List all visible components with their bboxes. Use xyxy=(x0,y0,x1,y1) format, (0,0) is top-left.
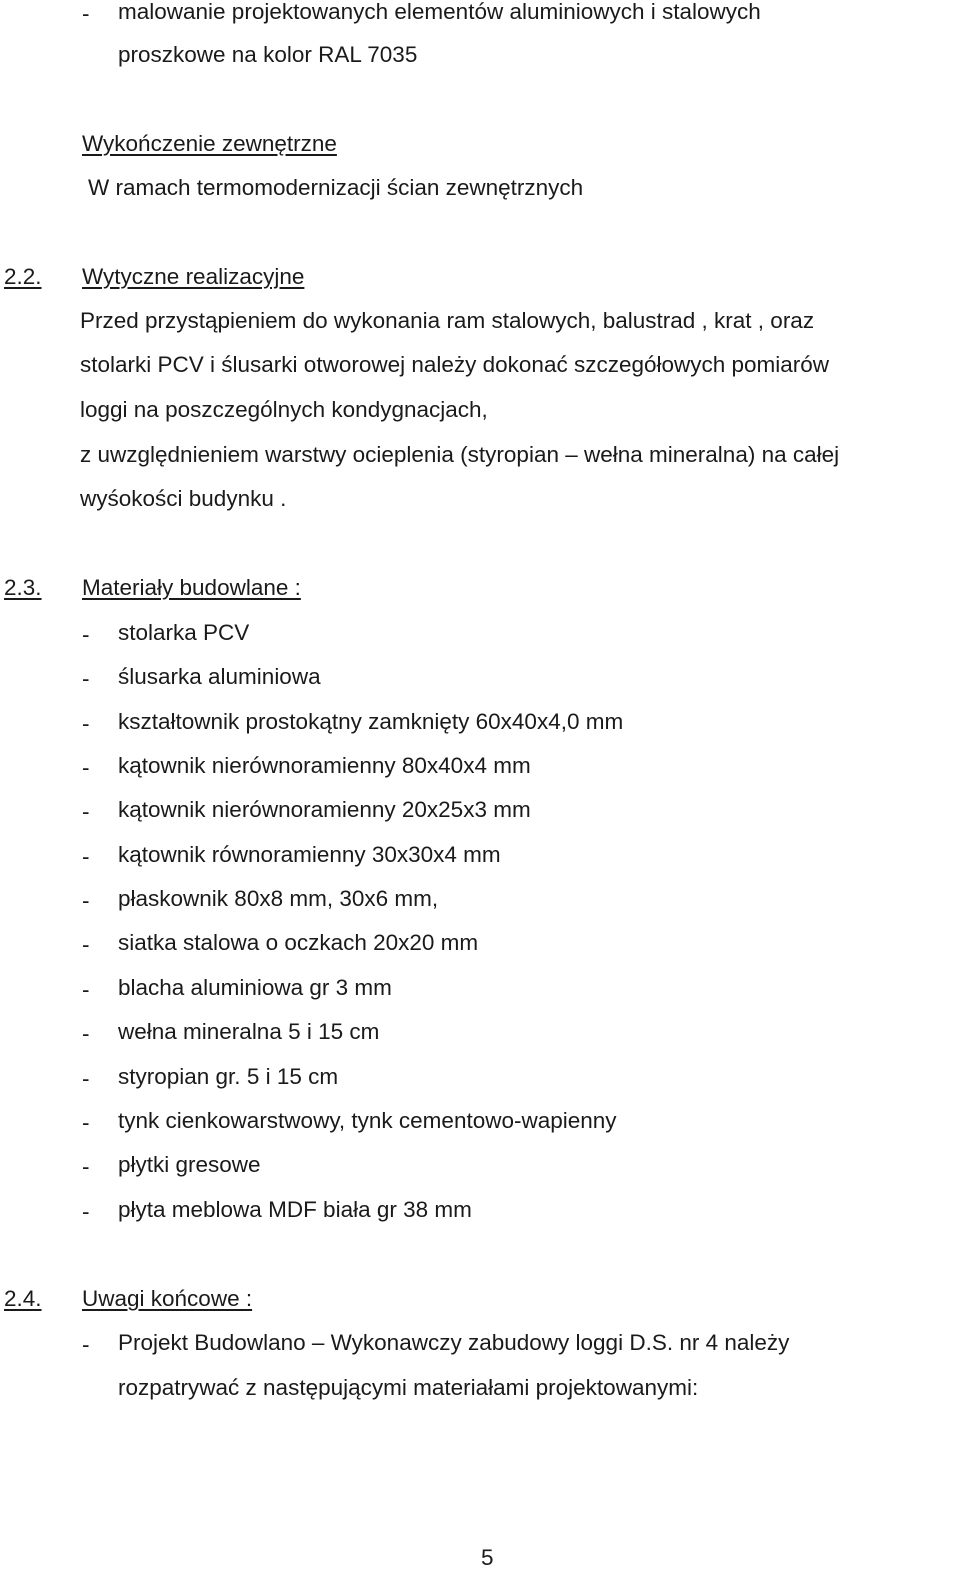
material-item: tynk cienkowarstwowy, tynk cementowo-wapienny xyxy=(118,1108,617,1133)
list-item-line: Projekt Budowlano – Wykonawczy zabudowy loggi D.S. nr 4 należy xyxy=(118,1330,790,1355)
material-item: płaskownik 80x8 mm, 30x6 mm, xyxy=(118,886,439,911)
list-dash: - xyxy=(82,1199,90,1224)
paragraph-line: loggi na poszczególnych kondygnacjach, xyxy=(80,397,488,422)
paragraph-line: Przed przystąpieniem do wykonania ram stalowych, balustrad , krat , oraz xyxy=(80,308,815,333)
list-item-line: malowanie projektowanych elementów aluminiowych i stalowych xyxy=(118,0,761,24)
section-number: 2.2. xyxy=(4,264,42,289)
list-dash: - xyxy=(82,711,90,736)
material-item: kształtownik prostokątny zamknięty 60x40x4,0 mm xyxy=(118,709,624,734)
list-dash: - xyxy=(82,844,90,869)
list-dash: - xyxy=(82,622,90,647)
list-dash: - xyxy=(82,1110,90,1135)
exterior-heading: Wykończenie zewnętrzne xyxy=(82,131,337,156)
section-title: Wytyczne realizacyjne xyxy=(82,264,305,289)
list-dash: - xyxy=(82,1332,90,1357)
paragraph-line: stolarki PCV i ślusarki otworowej należy dokonać szczegółowych pomiarów xyxy=(80,352,830,377)
material-item: styropian gr. 5 i 15 cm xyxy=(118,1064,339,1089)
material-item: ślusarka aluminiowa xyxy=(118,664,321,689)
list-dash: - xyxy=(82,888,90,913)
material-item: kątownik nierównoramienny 20x25x3 mm xyxy=(118,797,531,822)
list-dash: - xyxy=(82,799,90,824)
material-item: siatka stalowa o oczkach 20x20 mm xyxy=(118,930,479,955)
list-item-line: rozpatrywać z następującymi materiałami projektowanymi: xyxy=(118,1375,699,1400)
material-item: kątownik równoramienny 30x30x4 mm xyxy=(118,842,501,867)
paragraph-line: z uwzględnieniem warstwy ocieplenia (styropian – wełna mineralna) na całej xyxy=(80,442,840,467)
page-number: 5 xyxy=(481,1545,494,1570)
exterior-text: W ramach termomodernizacji ścian zewnętrznych xyxy=(88,175,584,200)
material-item: płyta meblowa MDF biała gr 38 mm xyxy=(118,1197,472,1222)
list-dash: - xyxy=(82,1066,90,1091)
section-title: Uwagi końcowe : xyxy=(82,1286,253,1311)
list-dash: - xyxy=(82,1,90,26)
list-dash: - xyxy=(82,755,90,780)
material-item: stolarka PCV xyxy=(118,620,250,645)
paragraph-line: wyśokości budynku . xyxy=(80,486,287,511)
section-number: 2.3. xyxy=(4,575,42,600)
list-dash: - xyxy=(82,1021,90,1046)
list-dash: - xyxy=(82,977,90,1002)
section-title: Materiały budowlane : xyxy=(82,575,301,600)
list-dash: - xyxy=(82,666,90,691)
material-item: kątownik nierównoramienny 80x40x4 mm xyxy=(118,753,531,778)
list-dash: - xyxy=(82,932,90,957)
list-item-line: proszkowe na kolor RAL 7035 xyxy=(118,42,418,67)
list-dash: - xyxy=(82,1154,90,1179)
material-item: płytki gresowe xyxy=(118,1152,261,1177)
section-number: 2.4. xyxy=(4,1286,42,1311)
material-item: blacha aluminiowa gr 3 mm xyxy=(118,975,392,1000)
material-item: wełna mineralna 5 i 15 cm xyxy=(118,1019,380,1044)
